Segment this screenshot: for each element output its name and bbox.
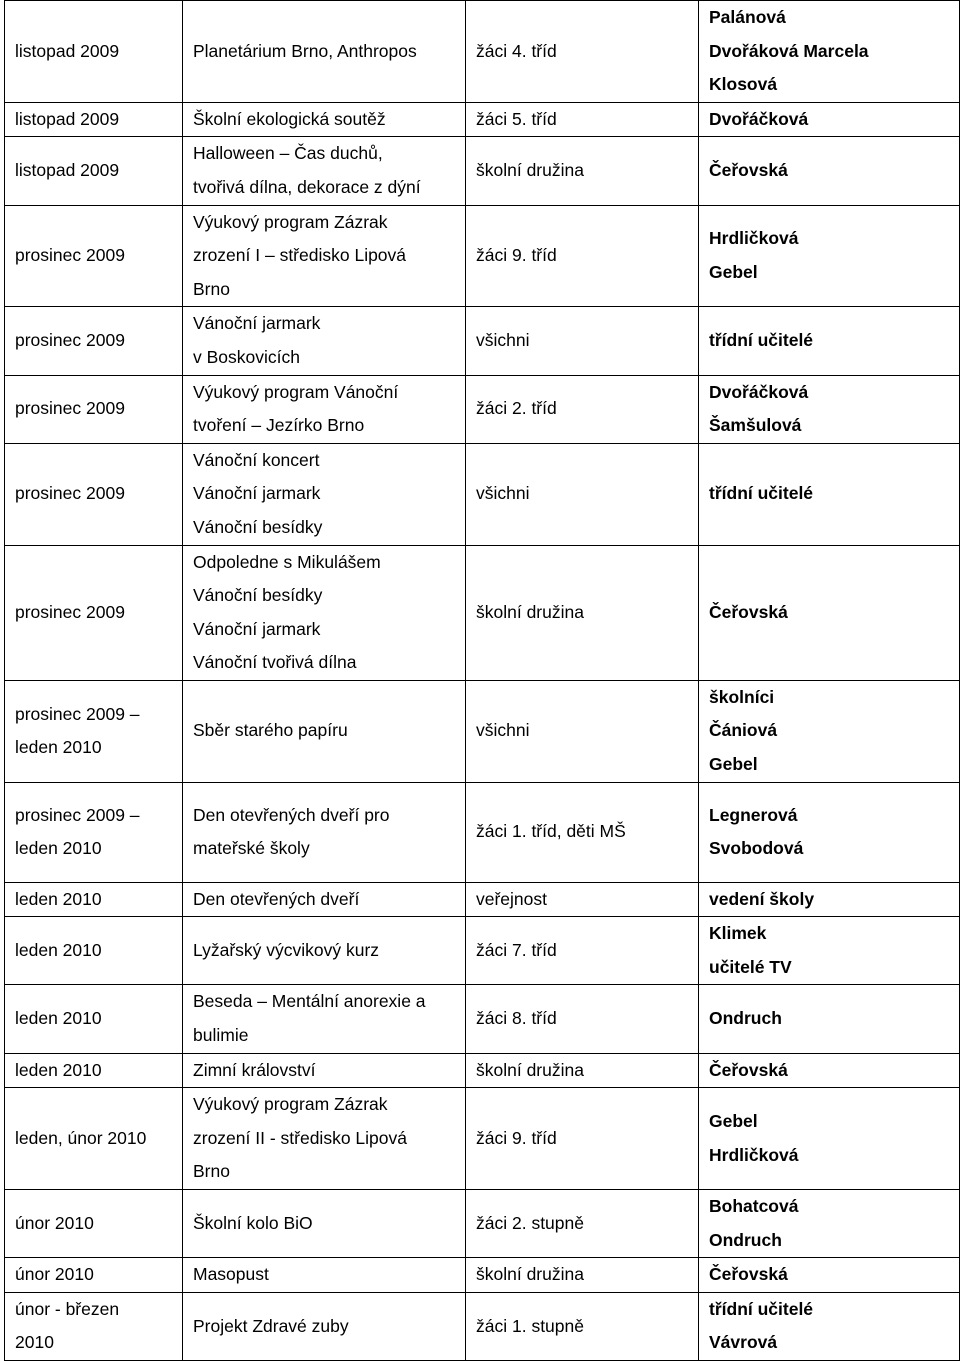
date-cell <box>5 917 183 985</box>
event-cell <box>183 782 466 882</box>
participants-cell <box>466 102 699 137</box>
participants-cell <box>466 680 699 782</box>
organizer-line: Hrdličková <box>709 228 799 249</box>
date-line: leden 2010 <box>15 1059 102 1080</box>
date-line: prosinec 2009 <box>15 245 125 266</box>
event-line: Sběr starého papíru <box>193 720 348 741</box>
date-line: listopad 2009 <box>15 108 120 129</box>
event-line: Vánoční jarmark <box>193 483 321 504</box>
event-line: Výukový program Zázrak <box>193 211 388 232</box>
event-line: Lyžařský výcvikový kurz <box>193 940 380 961</box>
event-cell <box>183 1258 466 1293</box>
participants-cell <box>466 1 699 103</box>
table-row <box>5 1258 960 1293</box>
event-cell <box>183 882 466 917</box>
organizer-line: Ondruch <box>709 1229 782 1250</box>
table-row <box>5 917 960 985</box>
participants-line: žáci 1. stupně <box>476 1315 584 1336</box>
date-cell <box>5 375 183 443</box>
participants-cell <box>466 545 699 680</box>
participants-cell <box>466 1088 699 1190</box>
participants-line: žáci 2. tříd <box>476 398 557 419</box>
participants-line: všichni <box>476 483 530 504</box>
organizer-line: Legnerová <box>709 804 798 825</box>
schedule-table <box>4 0 960 1361</box>
organizer-line: Palánová <box>709 7 786 27</box>
event-cell <box>183 1292 466 1360</box>
table-row <box>5 985 960 1053</box>
date-line: listopad 2009 <box>15 40 120 61</box>
table-row <box>5 137 960 205</box>
table-row <box>5 102 960 137</box>
event-line: Beseda – Mentální anorexie a <box>193 991 426 1012</box>
organizer-line: Ondruch <box>709 1008 782 1029</box>
event-line: Planetárium Brno, Anthropos <box>193 40 417 61</box>
event-cell <box>183 443 466 545</box>
date-cell <box>5 1053 183 1088</box>
event-line: Vánoční besídky <box>193 516 323 537</box>
table-row <box>5 375 960 443</box>
event-line: Masopust <box>193 1264 269 1285</box>
event-line: Halloween – Čas duchů, <box>193 143 383 164</box>
event-line: Vánoční besídky <box>193 585 323 606</box>
participants-cell <box>466 137 699 205</box>
organizer-line: Bohatcová <box>709 1196 799 1216</box>
organizer-line: Gebel <box>709 261 758 282</box>
organizer-line: učitelé TV <box>709 956 792 977</box>
table-row <box>5 882 960 917</box>
organizer-line: vedení školy <box>709 888 815 909</box>
organizer-cell <box>699 375 960 443</box>
event-line: zrození I – středisko Lipová <box>193 245 407 266</box>
date-line: listopad 2009 <box>15 160 120 181</box>
organizer-cell <box>699 985 960 1053</box>
organizer-line: Šamšulová <box>709 415 802 436</box>
date-cell <box>5 1190 183 1258</box>
event-line: tvoření – Jezírko Brno <box>193 415 365 436</box>
event-cell <box>183 1053 466 1088</box>
organizer-line: Čeřovská <box>709 1264 788 1285</box>
participants-line: školní družina <box>476 160 584 181</box>
organizer-cell <box>699 1 960 103</box>
participants-cell <box>466 307 699 375</box>
table-row <box>5 782 960 882</box>
table-row <box>5 1 960 103</box>
event-line: v Boskovicích <box>193 346 300 367</box>
participants-cell <box>466 882 699 917</box>
organizer-cell <box>699 1258 960 1293</box>
event-line: Zimní království <box>193 1059 316 1080</box>
event-cell <box>183 205 466 307</box>
participants-line: žáci 1. tříd, děti MŠ <box>476 821 626 842</box>
date-line: prosinec 2009 <box>15 483 125 504</box>
event-line: Vánoční jarmark <box>193 618 321 639</box>
event-line: Odpoledne s Mikulášem <box>193 551 381 572</box>
participants-cell <box>466 1053 699 1088</box>
organizer-line: Dvořáková Marcela <box>709 40 869 61</box>
event-line: zrození II - středisko Lipová <box>193 1127 407 1148</box>
organizer-cell <box>699 205 960 307</box>
date-line: únor 2010 <box>15 1212 94 1233</box>
event-cell <box>183 545 466 680</box>
table-row <box>5 1053 960 1088</box>
date-cell <box>5 680 183 782</box>
participants-line: všichni <box>476 330 530 351</box>
organizer-line: třídní učitelé <box>709 1298 814 1319</box>
organizer-line: Čeřovská <box>709 1059 788 1080</box>
event-line: Školní kolo BiO <box>193 1212 313 1233</box>
organizer-cell <box>699 545 960 680</box>
table-row <box>5 307 960 375</box>
date-cell <box>5 545 183 680</box>
event-cell <box>183 307 466 375</box>
organizer-line: Svobodová <box>709 838 804 859</box>
event-cell <box>183 375 466 443</box>
participants-cell <box>466 1258 699 1293</box>
schedule-table-body <box>5 1 960 1361</box>
organizer-line: Čániová <box>709 720 778 741</box>
organizer-line: Dvořáčková <box>709 108 809 129</box>
date-line: prosinec 2009 – <box>15 804 140 825</box>
participants-line: žáci 9. tříd <box>476 1127 557 1148</box>
table-row <box>5 1292 960 1360</box>
participants-cell <box>466 1292 699 1360</box>
participants-line: žáci 5. tříd <box>476 108 557 129</box>
date-line: leden 2010 <box>15 838 102 859</box>
organizer-cell <box>699 1190 960 1258</box>
participants-line: žáci 8. tříd <box>476 1008 557 1029</box>
organizer-cell <box>699 1088 960 1190</box>
participants-line: školní družina <box>476 601 584 622</box>
date-line: prosinec 2009 <box>15 601 125 622</box>
organizer-line: Čeřovská <box>709 601 788 622</box>
participants-line: školní družina <box>476 1264 584 1285</box>
organizer-line: Klimek <box>709 923 767 944</box>
event-cell <box>183 680 466 782</box>
organizer-cell <box>699 307 960 375</box>
table-row <box>5 1190 960 1258</box>
participants-cell <box>466 782 699 882</box>
date-cell <box>5 882 183 917</box>
organizer-cell <box>699 1292 960 1360</box>
date-cell <box>5 985 183 1053</box>
organizer-cell <box>699 917 960 985</box>
date-line: leden 2010 <box>15 888 102 909</box>
date-cell <box>5 307 183 375</box>
participants-line: žáci 9. tříd <box>476 245 557 266</box>
organizer-cell <box>699 882 960 917</box>
event-line: mateřské školy <box>193 838 310 859</box>
table-row <box>5 545 960 680</box>
event-cell <box>183 985 466 1053</box>
participants-cell <box>466 443 699 545</box>
date-cell <box>5 102 183 137</box>
date-line: leden 2010 <box>15 737 102 758</box>
participants-cell <box>466 985 699 1053</box>
event-line: Vánoční tvořivá dílna <box>193 652 357 673</box>
organizer-cell <box>699 1053 960 1088</box>
event-cell <box>183 137 466 205</box>
event-line: Výukový program Vánoční <box>193 381 399 402</box>
participants-line: žáci 7. tříd <box>476 940 557 961</box>
event-line: Výukový program Zázrak <box>193 1094 388 1115</box>
organizer-line: třídní učitelé <box>709 330 814 351</box>
event-line: Vánoční jarmark <box>193 313 321 334</box>
event-line: Den otevřených dveří pro <box>193 804 390 825</box>
organizer-cell <box>699 782 960 882</box>
organizer-line: Vávrová <box>709 1332 778 1353</box>
event-line: Projekt Zdravé zuby <box>193 1315 349 1336</box>
event-cell <box>183 1190 466 1258</box>
event-cell <box>183 1088 466 1190</box>
event-line: Školní ekologická soutěž <box>193 108 386 129</box>
date-line: prosinec 2009 <box>15 398 125 419</box>
organizer-line: Gebel <box>709 754 758 775</box>
date-cell <box>5 1292 183 1360</box>
participants-line: žáci 4. tříd <box>476 40 557 61</box>
date-cell <box>5 1088 183 1190</box>
event-line: Brno <box>193 1161 230 1182</box>
date-cell <box>5 782 183 882</box>
participants-cell <box>466 375 699 443</box>
date-line: prosinec 2009 – <box>15 703 140 724</box>
table-row <box>5 680 960 782</box>
table-row <box>5 205 960 307</box>
date-line: 2010 <box>15 1332 54 1353</box>
organizer-cell <box>699 102 960 137</box>
date-line: leden, únor 2010 <box>15 1127 147 1148</box>
organizer-cell <box>699 680 960 782</box>
date-cell <box>5 205 183 307</box>
date-line: leden 2010 <box>15 1008 102 1029</box>
table-row <box>5 443 960 545</box>
event-line: Vánoční koncert <box>193 449 320 470</box>
organizer-cell <box>699 443 960 545</box>
organizer-line: Hrdličková <box>709 1144 799 1165</box>
event-cell <box>183 1 466 103</box>
table-row <box>5 1088 960 1190</box>
organizer-cell <box>699 137 960 205</box>
date-line: únor 2010 <box>15 1264 94 1285</box>
participants-line: žáci 2. stupně <box>476 1212 584 1233</box>
date-cell <box>5 137 183 205</box>
date-cell <box>5 1258 183 1293</box>
date-line: leden 2010 <box>15 940 102 961</box>
organizer-line: Gebel <box>709 1111 758 1132</box>
date-cell <box>5 443 183 545</box>
event-cell <box>183 917 466 985</box>
participants-cell <box>466 917 699 985</box>
event-line: bulimie <box>193 1025 249 1046</box>
participants-line: veřejnost <box>476 888 548 909</box>
event-cell <box>183 102 466 137</box>
event-line: tvořivá dílna, dekorace z dýní <box>193 176 421 197</box>
participants-line: všichni <box>476 720 530 741</box>
date-line: únor - březen <box>15 1298 120 1319</box>
date-line: prosinec 2009 <box>15 330 125 351</box>
organizer-line: třídní učitelé <box>709 483 814 504</box>
organizer-line: školníci <box>709 686 775 707</box>
participants-cell <box>466 1190 699 1258</box>
participants-line: školní družina <box>476 1059 584 1080</box>
participants-cell <box>466 205 699 307</box>
organizer-line: Klosová <box>709 74 778 95</box>
organizer-line: Dvořáčková <box>709 381 809 402</box>
organizer-line: Čeřovská <box>709 160 788 181</box>
event-line: Brno <box>193 278 230 299</box>
date-cell <box>5 1 183 103</box>
event-line: Den otevřených dveří <box>193 888 360 909</box>
